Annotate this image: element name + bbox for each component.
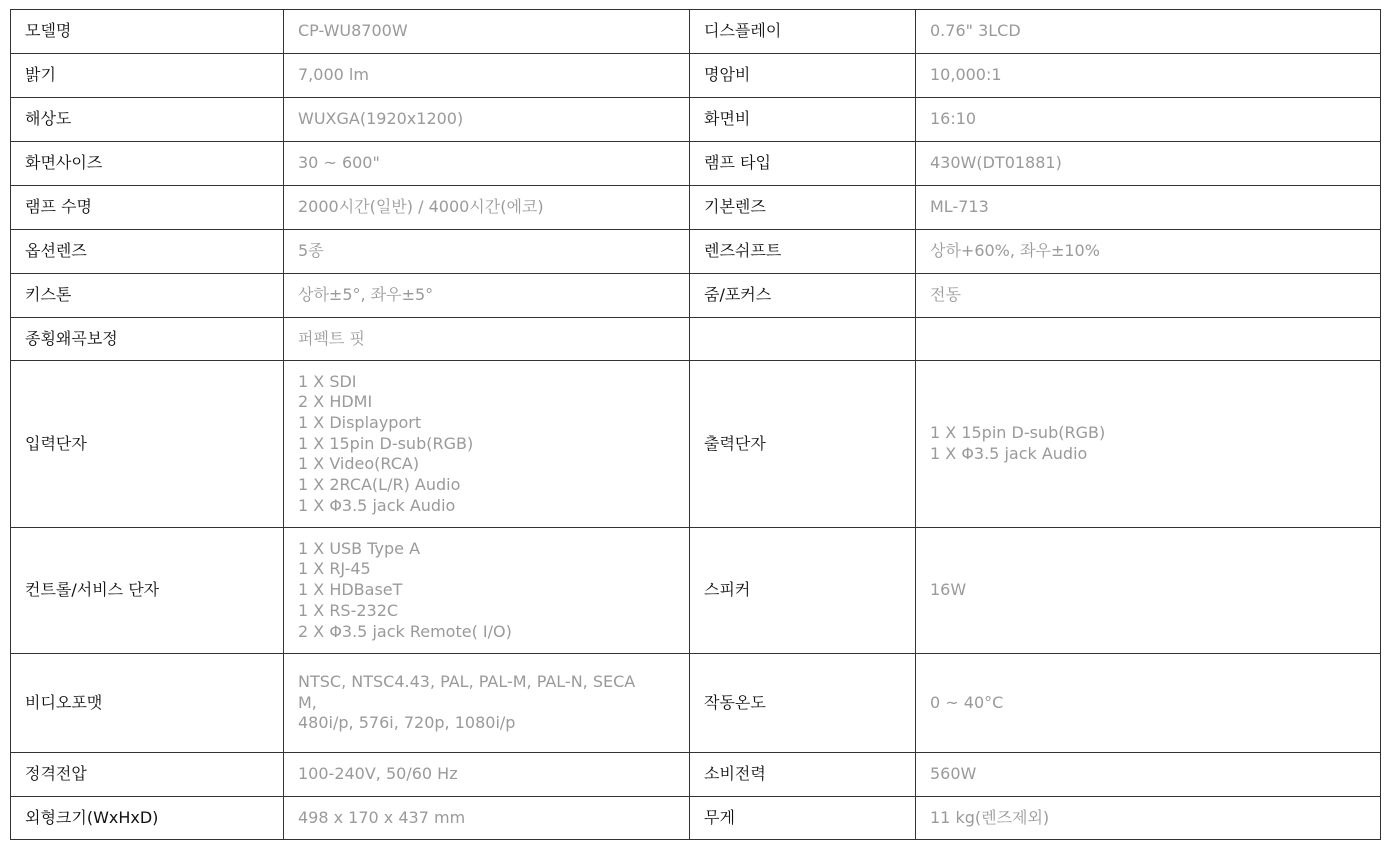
spec-label: 화면사이즈 [11,142,284,186]
spec-label: 기본렌즈 [690,186,916,230]
spec-value [284,361,690,528]
spec-label: 옵션렌즈 [11,230,284,274]
spec-value-line: 전동 [930,285,961,305]
spec-value [284,54,690,98]
spec-value [284,318,690,361]
spec-label: 정격전압 [11,753,284,797]
spec-value-line: 7,000 lm [298,65,369,85]
spec-label: 램프 타입 [690,142,916,186]
spec-value [916,528,1381,654]
spec-label: 종횡왜곡보정 [11,318,284,361]
spec-row [11,186,1381,230]
spec-label: 소비전력 [690,753,916,797]
spec-row [11,10,1381,54]
spec-value-line: 1 X 15pin D-sub(RGB) [930,423,1106,443]
spec-value-line: 560W [930,764,977,784]
spec-value-line: NTSC, NTSC4.43, PAL, PAL-M, PAL-N, SECA [298,671,636,691]
spec-row [11,54,1381,98]
spec-value-line: 30 ~ 600" [298,153,380,173]
spec-value [916,797,1381,840]
spec-label: 화면비 [690,98,916,142]
spec-label: 램프 수명 [11,186,284,230]
spec-value [916,54,1381,98]
spec-label: 렌즈쉬프트 [690,230,916,274]
spec-label: 무게 [690,797,916,840]
spec-value-line: 2000시간(일반) / 4000시간(에코) [298,197,544,217]
spec-value-line: 상하+60%, 좌우±10% [930,241,1100,261]
spec-value [916,753,1381,797]
spec-row [11,98,1381,142]
spec-value [916,318,1381,361]
spec-value [284,142,690,186]
spec-value-line: 1 X HDBaseT [298,580,403,600]
spec-row [11,654,1381,753]
spec-value [284,230,690,274]
spec-value [284,98,690,142]
spec-value [284,654,690,753]
spec-value-line: 1 X 2RCA(L/R) Audio [298,475,461,495]
spec-row [11,318,1381,361]
spec-label: 모델명 [11,10,284,54]
spec-row [11,230,1381,274]
spec-value [916,10,1381,54]
spec-value-line: 16W [930,580,967,600]
spec-value-line: 5종 [298,241,324,261]
spec-value-line: WUXGA(1920x1200) [298,109,464,129]
spec-value [916,274,1381,318]
spec-row [11,274,1381,318]
spec-value-line: 1 X USB Type A [298,538,421,558]
spec-table [10,9,1381,840]
spec-row [11,753,1381,797]
spec-label: 키스톤 [11,274,284,318]
spec-value-line: 498 x 170 x 437 mm [298,807,466,827]
spec-value-line: 1 X RJ-45 [298,559,371,579]
spec-label: 해상도 [11,98,284,142]
spec-value-line: 430W(DT01881) [930,153,1062,173]
spec-value [916,186,1381,230]
spec-value [284,753,690,797]
spec-value-line: M, [298,692,317,712]
spec-value-line: 480i/p, 576i, 720p, 1080i/p [298,713,516,733]
spec-value-line: 0 ~ 40°C [930,692,1004,712]
spec-value-line: 16:10 [930,109,977,129]
spec-value-line: 1 X SDI [298,371,357,391]
spec-value [284,10,690,54]
spec-value-line: 100-240V, 50/60 Hz [298,764,458,784]
spec-value-line: 1 X RS-232C [298,600,399,620]
spec-value [284,186,690,230]
spec-value [284,274,690,318]
spec-value-line: 1 X Displayport [298,412,422,432]
spec-value-line: 1 X 15pin D-sub(RGB) [298,433,474,453]
spec-label: 명암비 [690,54,916,98]
spec-label: 디스플레이 [690,10,916,54]
spec-row [11,142,1381,186]
spec-value [916,142,1381,186]
spec-label: 비디오포맷 [11,654,284,753]
spec-value-line: 상하±5°, 좌우±5° [298,285,434,305]
spec-label: 컨트롤/서비스 단자 [11,528,284,654]
spec-row [11,797,1381,840]
spec-label: 입력단자 [11,361,284,528]
spec-value [284,528,690,654]
spec-label: 외형크기(WxHxD) [11,797,284,840]
spec-value-line: CP-WU8700W [298,21,408,41]
spec-value-line: 1 X Φ3.5 jack Audio [930,444,1088,463]
spec-table-body [11,10,1381,840]
spec-value-line: 0.76" 3LCD [930,21,1021,41]
spec-value-line: ML-713 [930,197,989,217]
spec-value [916,361,1381,528]
spec-label: 작동온도 [690,654,916,753]
spec-label: 스피커 [690,528,916,654]
spec-value-line: 퍼펙트 핏 [298,328,365,348]
spec-label: 밝기 [11,54,284,98]
spec-value-line: 1 X Φ3.5 jack Audio [298,495,456,515]
spec-value-line: 11 kg(렌즈제외) [930,807,1050,827]
spec-label: 줌/포커스 [690,274,916,318]
spec-label: 출력단자 [690,361,916,528]
spec-value [916,654,1381,753]
spec-value-line: 2 X HDMI [298,392,373,412]
spec-value-line: 1 X Video(RCA) [298,454,420,474]
spec-row [11,528,1381,654]
spec-value [916,230,1381,274]
spec-value [916,98,1381,142]
spec-label [690,318,916,361]
spec-value [284,797,690,840]
spec-value-line: 2 X Φ3.5 jack Remote( I/O) [298,621,512,641]
spec-value-line: 10,000:1 [930,65,1002,85]
spec-row [11,361,1381,528]
